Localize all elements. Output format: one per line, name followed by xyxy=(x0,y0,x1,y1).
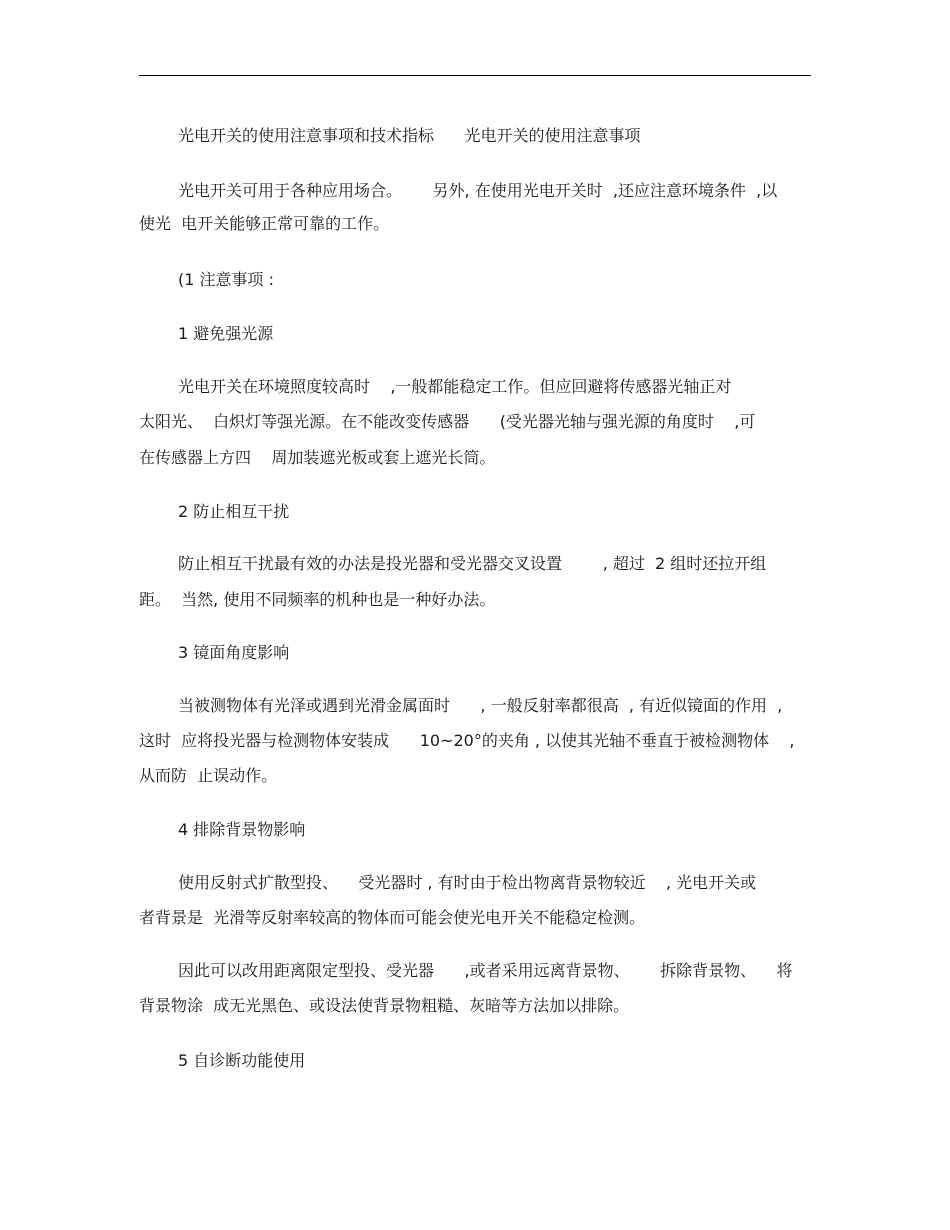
section-heading: (1 注意事项 : xyxy=(178,270,274,289)
document-title-line: 光电开关的使用注意事项和技术指标 光电开关的使用注意事项 xyxy=(178,126,641,145)
section-heading: 4 排除背景物影响 xyxy=(178,820,306,839)
paragraph-line: 太阳光、 白炽灯等强光源。在不能改变传感器 (受光器光轴与强光源的角度时 ,可 xyxy=(139,412,756,431)
paragraph-line: 使用反射式扩散型投、 受光器时 , 有时由于检出物离背景物较近 , 光电开关或 xyxy=(178,873,757,892)
paragraph-line: 因此可以改用距离限定型投、受光器 ,或者采用远离背景物、 拆除背景物、 将 xyxy=(178,961,793,980)
paragraph-line: 距。 当然, 使用不同频率的机种也是一种好办法。 xyxy=(139,590,496,609)
paragraph-line: 背景物涂 成无光黑色、或设法使背景物粗糙、灰暗等方法加以排除。 xyxy=(139,996,630,1015)
paragraph-line: 这时 应将投光器与检测物体安装成 10~20°的夹角 , 以使其光轴不垂直于被检测物体 , xyxy=(139,731,795,750)
section-heading: 5 自诊断功能使用 xyxy=(178,1051,306,1070)
section-heading: 1 避免强光源 xyxy=(178,324,274,343)
paragraph-line: 者背景是 光滑等反射率较高的物体而可能会使光电开关不能稳定检测。 xyxy=(139,908,646,927)
paragraph-line: 当被测物体有光泽或遇到光滑金属面时 , 一般反射率都很高 , 有近似镜面的作用 , xyxy=(178,696,783,715)
paragraph-line: 使光 电开关能够正常可靠的工作。 xyxy=(139,214,390,233)
paragraph-line: 光电开关在环境照度较高时 ,一般都能稳定工作。但应回避将传感器光轴正对 xyxy=(178,377,732,396)
paragraph-line: 从而防 止误动作。 xyxy=(139,766,278,785)
paragraph-line: 防止相互干扰最有效的办法是投光器和受光器交叉设置 , 超过 2 组时还拉开组 xyxy=(178,554,767,573)
section-heading: 2 防止相互干扰 xyxy=(178,502,290,521)
paragraph-line: 在传感器上方四 周加装遮光板或套上遮光长筒。 xyxy=(139,448,496,467)
section-heading: 3 镜面角度影响 xyxy=(178,643,290,662)
paragraph-line: 光电开关可用于各种应用场合。 另外, 在使用光电开关时 ,还应注意环境条件 ,以 xyxy=(178,181,778,200)
header-rule xyxy=(139,75,811,76)
